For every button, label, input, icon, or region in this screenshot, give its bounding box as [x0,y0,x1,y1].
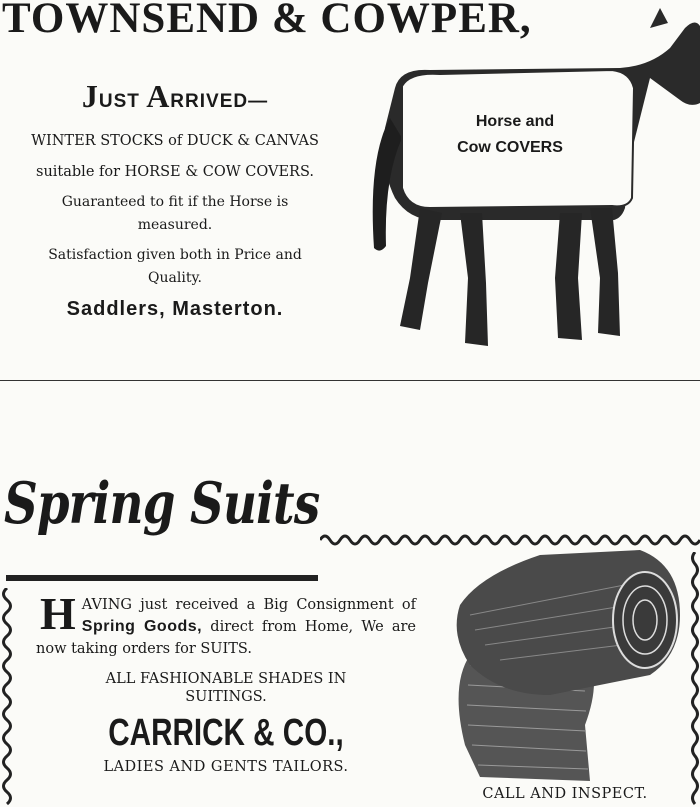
just-rest: UST [98,91,147,112]
horse-illustration [350,8,700,358]
spring-ad-text [36,588,416,775]
guarantee-text: Guaranteed to fit if the Horse is measured. [61,194,289,233]
arrived-cap: A [146,78,171,114]
ad-divider-rule [0,380,700,381]
ad-text-column [0,78,350,321]
saddlers-signature: Saddlers, Masterton. [66,298,284,320]
cloth-bolt-illustration [440,545,690,785]
cover-text-line-1: Horse and [475,113,555,130]
spring-suits-headline: Spring Suits [4,470,320,537]
just-arrived-heading [0,78,350,115]
spring-suits-ad [0,470,700,807]
headline-underline [6,575,318,581]
stock-line-1: WINTER STOCKS of DUCK & CANVAS [31,133,319,149]
drop-cap: H [40,588,76,639]
wavy-border-left [0,588,14,807]
shades-text: ALL FASHIONABLE SHADES IN SUITINGS. [105,671,347,705]
firm-name: TOWNSEND & COWPER, [2,0,532,42]
satisfaction-text: Satisfaction given both in Price and Quality. [48,247,302,286]
just-cap: J [81,78,99,114]
call-and-inspect: CALL AND INSPECT. [482,786,648,802]
body-part-b: direct from Home, We are now taking orders for SUITS. [36,619,416,657]
body-bold: Spring Goods, [81,618,203,635]
consignment-paragraph [36,588,416,660]
wavy-border-right [690,552,700,807]
townsend-cowper-ad [0,0,700,385]
tailors-text: LADIES AND GENTS TAILORS. [103,759,349,775]
arrived-rest: RRIVED— [170,91,269,112]
cover-text-line-2: Cow COVERS [457,139,563,156]
company-name: CARRICK & CO., [108,712,344,754]
body-part-a: AVING just received a Big Consignment of [81,597,416,613]
stock-line-2: suitable for HORSE & COW COVERS. [36,164,314,180]
